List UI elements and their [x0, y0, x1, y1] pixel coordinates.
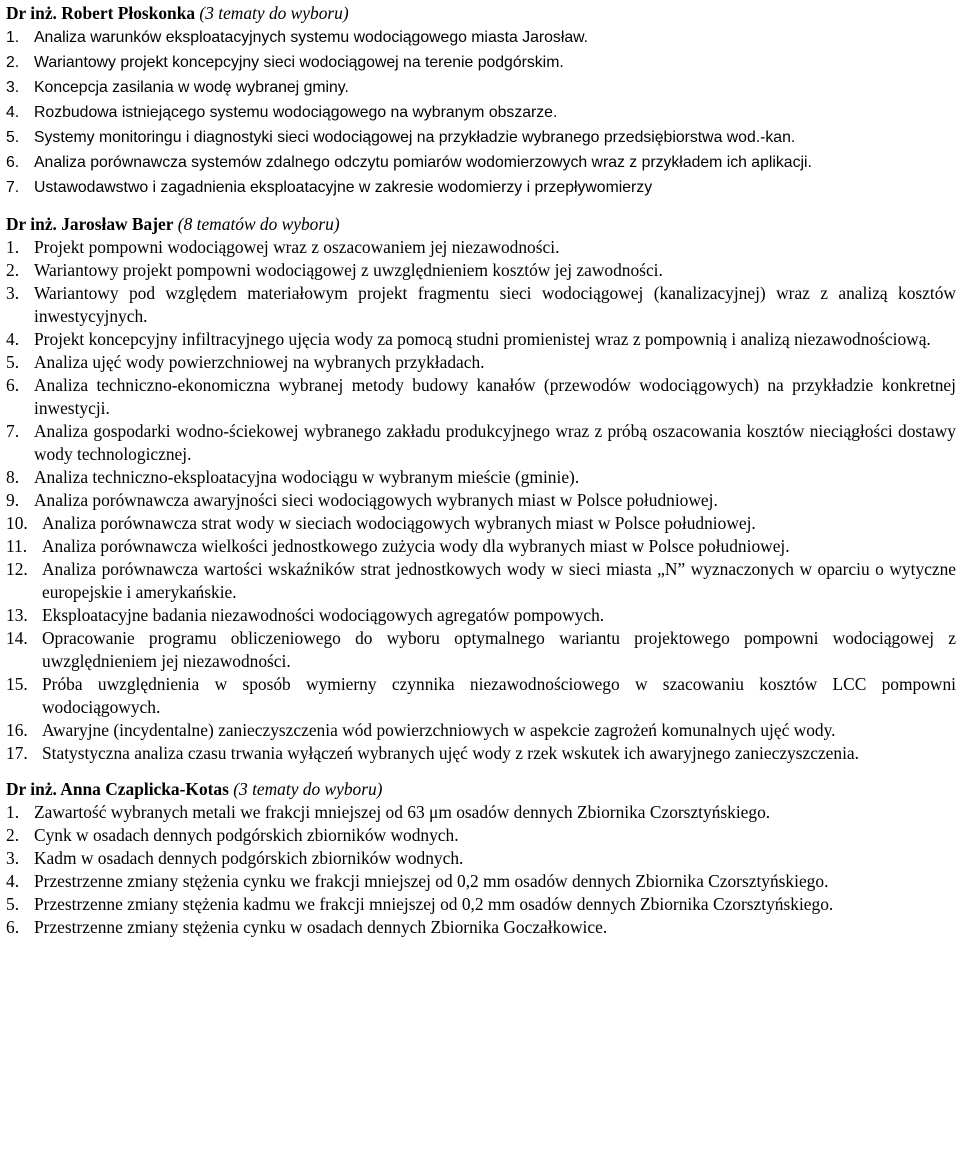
topic-number: 6.	[6, 917, 20, 937]
topic-text: Analiza ujęć wody powierzchniowej na wybranych przykładach.	[34, 352, 485, 372]
topic-number: 14.	[6, 628, 28, 648]
topic-item	[6, 150, 956, 175]
topic-list	[6, 801, 956, 939]
topic-number: 10.	[6, 513, 28, 533]
topic-text: Ustawodawstwo i zagadnienia eksploatacyjne w zakresie wodomierzy i przepływomierzy	[34, 179, 653, 196]
topic-text: Wariantowy projekt pompowni wodociągowej z uwzględnieniem kosztów jej zawodności.	[34, 260, 663, 280]
topic-item	[6, 870, 956, 893]
supervisor-title: Dr inż.	[6, 214, 62, 234]
topic-text: Analiza porównawcza strat wody w sieciach wodociągowych wybranych miast w Polsce południowej.	[42, 513, 756, 533]
topic-number: 1.	[6, 237, 20, 257]
topic-number: 4.	[6, 104, 20, 121]
topic-item	[6, 100, 956, 125]
topic-text: Analiza porównawcza awaryjności sieci wodociągowych wybranych miast w Polsce południowej.	[34, 490, 718, 510]
topic-item	[6, 627, 956, 673]
topic-text: Analiza techniczno-eksploatacyjna wodociągu w wybranym mieście (gminie).	[34, 467, 580, 487]
topic-text: Koncepcja zasilania w wodę wybranej gminy.	[34, 79, 349, 96]
supervisor-section	[6, 212, 956, 765]
supervisor-title: Dr inż.	[6, 3, 62, 23]
topic-item	[6, 50, 956, 75]
topic-number: 8.	[6, 467, 20, 487]
topic-item	[6, 374, 956, 420]
supervisor-name: Robert Płoskonka	[61, 3, 196, 23]
topic-item	[6, 282, 956, 328]
topic-text: Wariantowy pod względem materiałowym projekt fragmentu sieci wodociągowej (kanalizacyjnej) wraz z analizą kosztów inwestycyjnych.	[34, 283, 956, 326]
supervisor-heading	[6, 212, 956, 236]
topic-number: 7.	[6, 421, 20, 441]
topic-item	[6, 259, 956, 282]
topic-text: Analiza techniczno-ekonomiczna wybranej metody budowy kanałów (przewodów wodociągowych) na przykładzie konkretnej inwestycji.	[34, 375, 956, 418]
topic-item	[6, 916, 956, 939]
topic-item	[6, 489, 956, 512]
topic-item	[6, 351, 956, 374]
topic-item	[6, 719, 956, 742]
topic-number: 16.	[6, 720, 28, 740]
topic-text: Przestrzenne zmiany stężenia cynku we frakcji mniejszej od 0,2 mm osadów dennych Zbiornika Czorsztyńskiego.	[34, 871, 829, 891]
topic-number: 3.	[6, 79, 20, 96]
topic-text: Analiza porównawcza wielkości jednostkowego zużycia wody dla wybranych miast w Polsce południowej.	[42, 536, 790, 556]
topic-item	[6, 75, 956, 100]
topic-number: 11.	[6, 536, 28, 556]
topic-count: (3 tematy do wyboru)	[195, 3, 349, 23]
topic-item	[6, 512, 956, 535]
topic-text: Cynk w osadach dennych podgórskich zbiorników wodnych.	[34, 825, 459, 845]
topic-list	[6, 236, 956, 765]
topic-item	[6, 558, 956, 604]
topic-number: 9.	[6, 490, 20, 510]
topic-text: Próba uwzględnienia w sposób wymierny czynnika niezawodnościowego w szacowaniu kosztów LCC pompowni wodociągowych.	[42, 674, 956, 717]
supervisor-heading	[6, 1, 956, 25]
topic-number: 1.	[6, 802, 20, 822]
topic-item	[6, 604, 956, 627]
topic-text: Analiza warunków eksploatacyjnych systemu wodociągowego miasta Jarosław.	[34, 29, 589, 46]
supervisor-name: Anna Czaplicka-Kotas	[60, 779, 229, 799]
topic-text: Przestrzenne zmiany stężenia cynku w osadach dennych Zbiornika Goczałkowice.	[34, 917, 608, 937]
supervisor-heading	[6, 777, 956, 801]
topic-item	[6, 824, 956, 847]
topic-number: 4.	[6, 871, 20, 891]
topic-text: Statystyczna analiza czasu trwania wyłączeń wybranych ujęć wody z rzek wskutek ich awaryjnego zanieczyszczenia.	[42, 743, 859, 763]
topic-number: 12.	[6, 559, 28, 579]
topic-text: Zawartość wybranych metali we frakcji mniejszej od 63 μm osadów dennych Zbiornika Czorsztyńskiego.	[34, 802, 771, 822]
topic-number: 2.	[6, 54, 20, 71]
topic-number: 4.	[6, 329, 20, 349]
topic-text: Projekt koncepcyjny infiltracyjnego ujęcia wody za pomocą studni promienistej wraz z pompownią i analizą niezawodnościową.	[34, 329, 931, 349]
topic-count: (8 tematów do wyboru)	[173, 214, 340, 234]
topic-text: Wariantowy projekt koncepcyjny sieci wodociągowej na terenie podgórskim.	[34, 54, 564, 71]
supervisor-name: Jarosław Bajer	[61, 214, 174, 234]
topic-number: 13.	[6, 605, 28, 625]
topic-number: 7.	[6, 179, 20, 196]
topic-item	[6, 535, 956, 558]
topic-text: Analiza porównawcza systemów zdalnego odczytu pomiarów wodomierzowych wraz z przykładem ich aplikacji.	[34, 154, 812, 171]
topic-text: Opracowanie programu obliczeniowego do wyboru optymalnego wariantu projektowego pompowni wodociągowej z uwzględnieniem jej niezawodności.	[42, 628, 956, 671]
topic-number: 5.	[6, 129, 20, 146]
topic-number: 3.	[6, 283, 20, 303]
topic-number: 2.	[6, 260, 20, 280]
topic-text: Awaryjne (incydentalne) zanieczyszczenia wód powierzchniowych w aspekcie zagrożeń komunalnych ujęć wody.	[42, 720, 836, 740]
topic-item	[6, 328, 956, 351]
topic-text: Rozbudowa istniejącego systemu wodociągowego na wybranym obszarze.	[34, 104, 558, 121]
topic-item	[6, 893, 956, 916]
topic-item	[6, 466, 956, 489]
topic-text: Analiza gospodarki wodno-ściekowej wybranego zakładu produkcyjnego wraz z próbą oszacowania kosztów nieciągłości dostawy wody technologicznej.	[34, 421, 956, 464]
topic-number: 2.	[6, 825, 20, 845]
topic-list	[6, 25, 956, 200]
topic-text: Kadm w osadach dennych podgórskich zbiorników wodnych.	[34, 848, 464, 868]
topic-number: 5.	[6, 894, 20, 914]
topic-text: Analiza porównawcza wartości wskaźników strat jednostkowych wody w sieci miasta „N” wyznaczonych w oparciu o wytyczne europejskie i amerykańskie.	[42, 559, 956, 602]
topic-item	[6, 742, 956, 765]
topic-number: 6.	[6, 154, 20, 171]
topic-text: Systemy monitoringu i diagnostyki sieci wodociągowej na przykładzie wybranego przedsiębiorstwa wod.-kan.	[34, 129, 796, 146]
topic-number: 1.	[6, 29, 20, 46]
supervisor-section	[6, 1, 956, 200]
topic-item	[6, 175, 956, 200]
topic-text: Eksploatacyjne badania niezawodności wodociągowych agregatów pompowych.	[42, 605, 605, 625]
topic-item	[6, 673, 956, 719]
topic-item	[6, 420, 956, 466]
topic-number: 3.	[6, 848, 20, 868]
topic-text: Projekt pompowni wodociągowej wraz z oszacowaniem jej niezawodności.	[34, 237, 560, 257]
supervisor-section	[6, 777, 956, 939]
topic-number: 15.	[6, 674, 28, 694]
supervisor-title: Dr inż.	[6, 779, 61, 799]
topic-count: (3 tematy do wyboru)	[228, 779, 383, 799]
topic-item	[6, 236, 956, 259]
topic-item	[6, 125, 956, 150]
topic-item	[6, 801, 956, 824]
topic-number: 6.	[6, 375, 20, 395]
topic-item	[6, 847, 956, 870]
topic-text: Przestrzenne zmiany stężenia kadmu we frakcji mniejszej od 0,2 mm osadów dennych Zbiornika Czorsztyńskiego.	[34, 894, 834, 914]
topic-number: 5.	[6, 352, 20, 372]
topic-number: 17.	[6, 743, 28, 763]
topic-item	[6, 25, 956, 50]
